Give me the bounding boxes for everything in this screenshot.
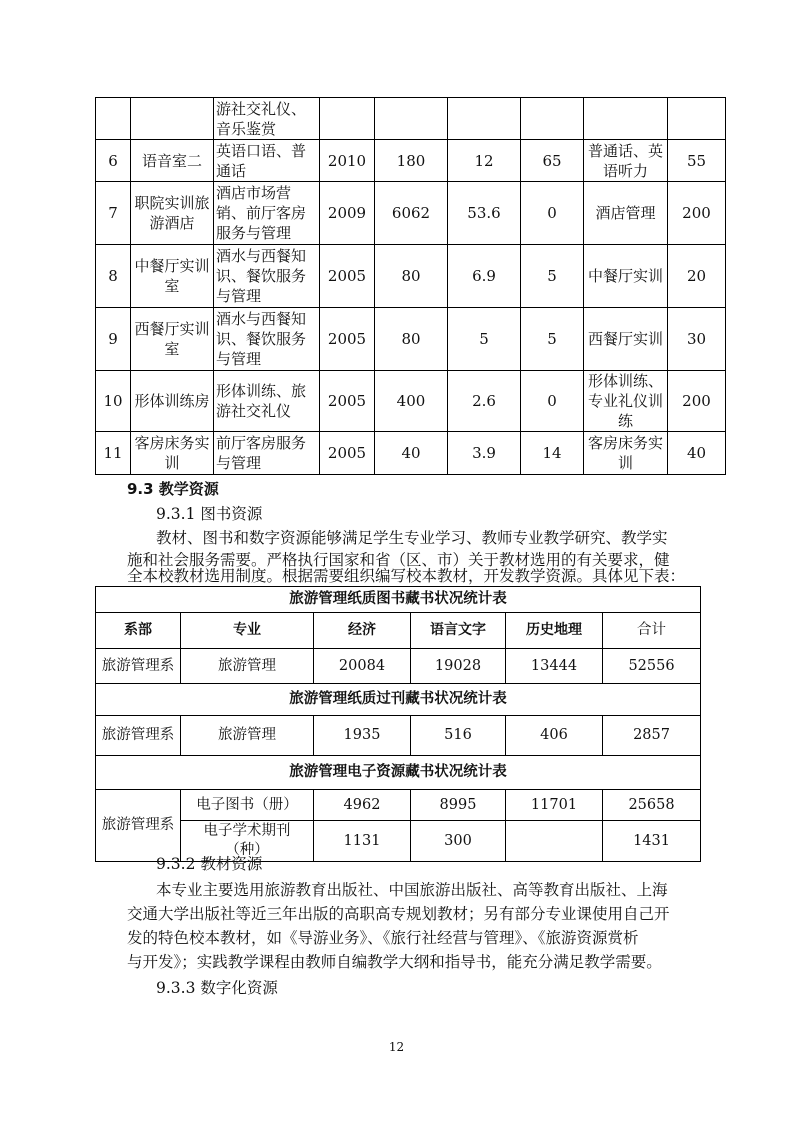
room-function: 酒水与西餐知识、餐饮服务与管理: [214, 245, 320, 308]
dept-cell: 旅游管理系: [96, 716, 181, 756]
student-count: [668, 98, 726, 140]
table-row: [96, 432, 726, 475]
room-function: 英语口语、普通话: [214, 140, 320, 182]
economy-cell: 1131: [314, 821, 411, 862]
equipment-value: 3.9: [448, 432, 521, 475]
room-name: 形体训练房: [131, 371, 214, 432]
total-cell: 52556: [603, 649, 701, 684]
books-table-title: 旅游管理纸质图书藏书状况统计表: [96, 587, 701, 613]
room-name: 客房床务实训: [131, 432, 214, 475]
table-row: [96, 649, 701, 684]
language-cell: 8995: [411, 790, 506, 821]
history-cell: 406: [506, 716, 603, 756]
stations: [521, 98, 584, 140]
student-count: 40: [668, 432, 726, 475]
major-cell: 旅游管理: [181, 649, 314, 684]
table-row: [96, 716, 701, 756]
student-count: 20: [668, 245, 726, 308]
room-area: 180: [375, 140, 448, 182]
room-name: 西餐厅实训室: [131, 308, 214, 371]
training-items: 中餐厅实训: [584, 245, 668, 308]
table-title-row: [96, 587, 701, 613]
stations: 65: [521, 140, 584, 182]
row-number: 7: [96, 182, 131, 245]
room-area: 80: [375, 308, 448, 371]
room-area: 40: [375, 432, 448, 475]
table-row: [96, 371, 726, 432]
row-number: 10: [96, 371, 131, 432]
student-count: 200: [668, 371, 726, 432]
table-row: [96, 790, 701, 821]
history-cell: [506, 821, 603, 862]
training-items: 普通话、英语听力: [584, 140, 668, 182]
table-row: [96, 98, 726, 140]
room-function: 酒店市场营销、前厅客房服务与管理: [214, 182, 320, 245]
build-year: 2005: [320, 308, 375, 371]
paragraph-line: 交通大学出版社等近三年出版的高职高专规划教材；另有部分专业课使用自己开: [127, 905, 670, 923]
paragraph-line: 教材、图书和数字资源能够满足学生专业学习、教师专业教学研究、教学实: [156, 529, 668, 547]
stations: 0: [521, 182, 584, 245]
table-row: [96, 245, 726, 308]
language-cell: 300: [411, 821, 506, 862]
language-cell: 516: [411, 716, 506, 756]
row-number: 8: [96, 245, 131, 308]
room-name: 中餐厅实训室: [131, 245, 214, 308]
training-items: 西餐厅实训: [584, 308, 668, 371]
dept-cell: 旅游管理系: [96, 790, 181, 862]
section-heading-9-3-3: 9.3.3 数字化资源: [156, 979, 278, 997]
build-year: 2005: [320, 371, 375, 432]
history-cell: 13444: [506, 649, 603, 684]
room-area: 400: [375, 371, 448, 432]
row-number: 6: [96, 140, 131, 182]
table-header-row: [96, 613, 701, 649]
page-number: 12: [388, 1040, 405, 1054]
room-function: 前厅客房服务与管理: [214, 432, 320, 475]
section-heading-9-3-2: 9.3.2 教材资源: [156, 855, 263, 873]
stations: 0: [521, 371, 584, 432]
total-cell: 2857: [603, 716, 701, 756]
room-area: [375, 98, 448, 140]
total-cell: 25658: [603, 790, 701, 821]
equipment-value: 12: [448, 140, 521, 182]
training-items: 酒店管理: [584, 182, 668, 245]
equipment-value: 5: [448, 308, 521, 371]
room-area: 6062: [375, 182, 448, 245]
economy-cell: 20084: [314, 649, 411, 684]
paragraph-line: 与开发》；实践教学课程由教师自编教学大纲和指导书，能充分满足教学需要。: [127, 953, 662, 971]
stations: 5: [521, 308, 584, 371]
row-number: [96, 98, 131, 140]
header-total: 合计: [603, 613, 701, 649]
header-language: 语言文字: [411, 613, 506, 649]
room-name: 职院实训旅游酒店: [131, 182, 214, 245]
build-year: 2010: [320, 140, 375, 182]
table-row: [96, 308, 726, 371]
stations: 5: [521, 245, 584, 308]
resource-type-cell: 电子学术期刊（种）: [181, 821, 314, 862]
periodicals-table-title: 旅游管理纸质过刊藏书状况统计表: [96, 684, 701, 716]
table-row: [96, 182, 726, 245]
training-items: [584, 98, 668, 140]
student-count: 55: [668, 140, 726, 182]
section-heading-9-3: 9.3 教学资源: [127, 480, 219, 498]
language-cell: 19028: [411, 649, 506, 684]
lab-facilities-table: [95, 97, 726, 475]
table-title-row: [96, 756, 701, 790]
build-year: [320, 98, 375, 140]
build-year: 2005: [320, 432, 375, 475]
section-heading-9-3-1: 9.3.1 图书资源: [156, 505, 263, 523]
total-cell: 1431: [603, 821, 701, 862]
header-dept: 系部: [96, 613, 181, 649]
build-year: 2009: [320, 182, 375, 245]
paragraph-line: 发的特色校本教材，如《导游业务》、《旅行社经营与管理》、《旅游资源赏析: [127, 929, 639, 947]
economy-cell: 1935: [314, 716, 411, 756]
header-major: 专业: [181, 613, 314, 649]
room-name: [131, 98, 214, 140]
paragraph-line: 本专业主要选用旅游教育出版社、中国旅游出版社、高等教育出版社、上海: [156, 881, 668, 899]
equipment-value: 6.9: [448, 245, 521, 308]
training-items: 客房床务实训: [584, 432, 668, 475]
room-function: 游社交礼仪、音乐鉴赏: [214, 98, 320, 140]
training-items: 形体训练、专业礼仪训练: [584, 371, 668, 432]
paragraph-line: 全本校教材选用制度。根据需要组织编写校本教材，开发教学资源。具体见下表：: [127, 567, 686, 585]
table-title-row: [96, 684, 701, 716]
header-economy: 经济: [314, 613, 411, 649]
table-row: [96, 140, 726, 182]
equipment-value: 53.6: [448, 182, 521, 245]
room-area: 80: [375, 245, 448, 308]
room-name: 语音室二: [131, 140, 214, 182]
paragraph-line: 施和社会服务需要。严格执行国家和省（区、市）关于教材选用的有关要求，健: [127, 551, 670, 569]
equipment-value: [448, 98, 521, 140]
student-count: 200: [668, 182, 726, 245]
history-cell: 11701: [506, 790, 603, 821]
row-number: 11: [96, 432, 131, 475]
student-count: 30: [668, 308, 726, 371]
library-stats-table: [95, 586, 701, 862]
resource-type-cell: 电子图书（册）: [181, 790, 314, 821]
room-function: 形体训练、旅游社交礼仪: [214, 371, 320, 432]
dept-cell: 旅游管理系: [96, 649, 181, 684]
stations: 14: [521, 432, 584, 475]
build-year: 2005: [320, 245, 375, 308]
room-function: 酒水与西餐知识、餐饮服务与管理: [214, 308, 320, 371]
economy-cell: 4962: [314, 790, 411, 821]
major-cell: 旅游管理: [181, 716, 314, 756]
equipment-value: 2.6: [448, 371, 521, 432]
electronic-table-title: 旅游管理电子资源藏书状况统计表: [96, 756, 701, 790]
row-number: 9: [96, 308, 131, 371]
header-history: 历史地理: [506, 613, 603, 649]
